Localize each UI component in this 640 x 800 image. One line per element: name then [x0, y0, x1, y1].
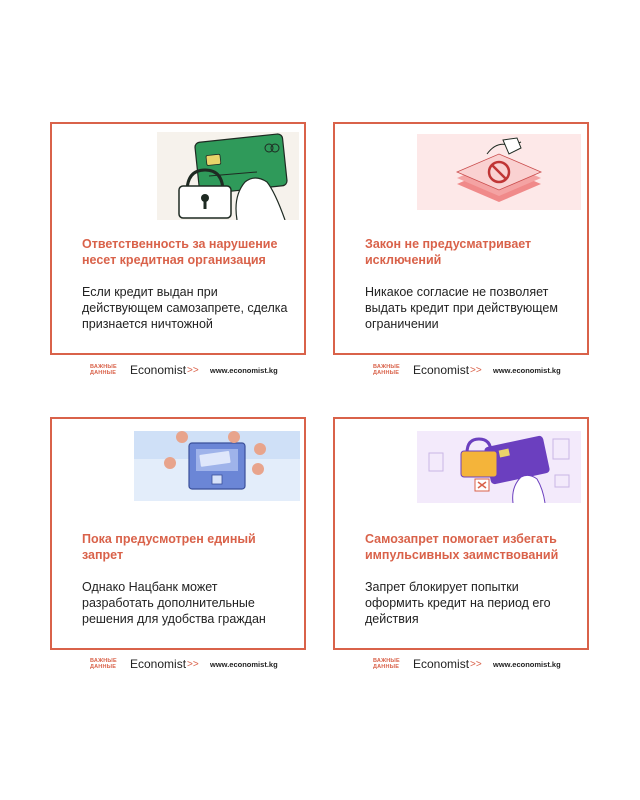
footer-tag-line-2: ДАННЫЕ	[373, 664, 400, 670]
footer-tag-line-1: ВАЖНЫЕ	[90, 658, 117, 664]
footer-3	[50, 658, 306, 672]
website-link[interactable]: www.economist.kg	[210, 366, 278, 375]
card-text: Если кредит выдан при действующем самозапрете, сделка признается ничтожной	[82, 285, 288, 331]
footer-tag-line-1: ВАЖНЫЕ	[90, 364, 117, 370]
website-link[interactable]: www.economist.kg	[493, 660, 561, 669]
brand-logo: Economist	[413, 657, 470, 671]
footer-tag-line-2: ДАННЫЕ	[373, 370, 400, 376]
prohibited-signature-illustration	[417, 134, 581, 210]
info-card-1	[50, 122, 306, 355]
brand-logo: Economist	[130, 363, 187, 377]
footer-tag	[373, 364, 400, 376]
chevrons-icon: >>	[470, 659, 482, 670]
website-link[interactable]: www.economist.kg	[210, 660, 278, 669]
footer-tag-line-1: ВАЖНЫЕ	[373, 658, 400, 664]
card-text: Однако Нацбанк может разработать дополнительные решения для удобства граждан	[82, 580, 266, 626]
info-card-4	[333, 417, 589, 650]
locked-card-payment-illustration	[417, 431, 581, 503]
card-title: Закон не предусматривает исключений	[365, 237, 532, 267]
footer-tag-line-2: ДАННЫЕ	[90, 370, 117, 376]
card-title: Пока предусмотрен единый запрет	[82, 532, 256, 562]
chevrons-icon: >>	[470, 365, 482, 376]
chevrons-icon: >>	[187, 365, 199, 376]
footer-tag	[90, 658, 117, 670]
chevrons-icon: >>	[187, 659, 199, 670]
footer-tag	[90, 364, 117, 376]
brand-logo: Economist	[130, 657, 187, 671]
footer-1	[50, 364, 306, 378]
info-card-3	[50, 417, 306, 650]
info-card-2	[333, 122, 589, 355]
card-title: Ответственность за нарушение несет кредитная организация	[82, 237, 278, 267]
locked-safe-illustration	[134, 431, 300, 501]
footer-tag-line-2: ДАННЫЕ	[90, 664, 117, 670]
card-text: Никакое согласие не позволяет выдать кредит при действующем ограничении	[365, 285, 558, 331]
padlock-credit-card-illustration	[157, 132, 299, 220]
footer-tag-line-1: ВАЖНЫЕ	[373, 364, 400, 370]
card-title: Самозапрет помогает избегать импульсивных заимствований	[365, 532, 559, 562]
footer-4	[333, 658, 589, 672]
brand-logo: Economist	[413, 363, 470, 377]
footer-tag	[373, 658, 400, 670]
website-link[interactable]: www.economist.kg	[493, 366, 561, 375]
card-text: Запрет блокирует попытки оформить кредит на период его действия	[365, 580, 551, 626]
footer-2	[333, 364, 589, 378]
